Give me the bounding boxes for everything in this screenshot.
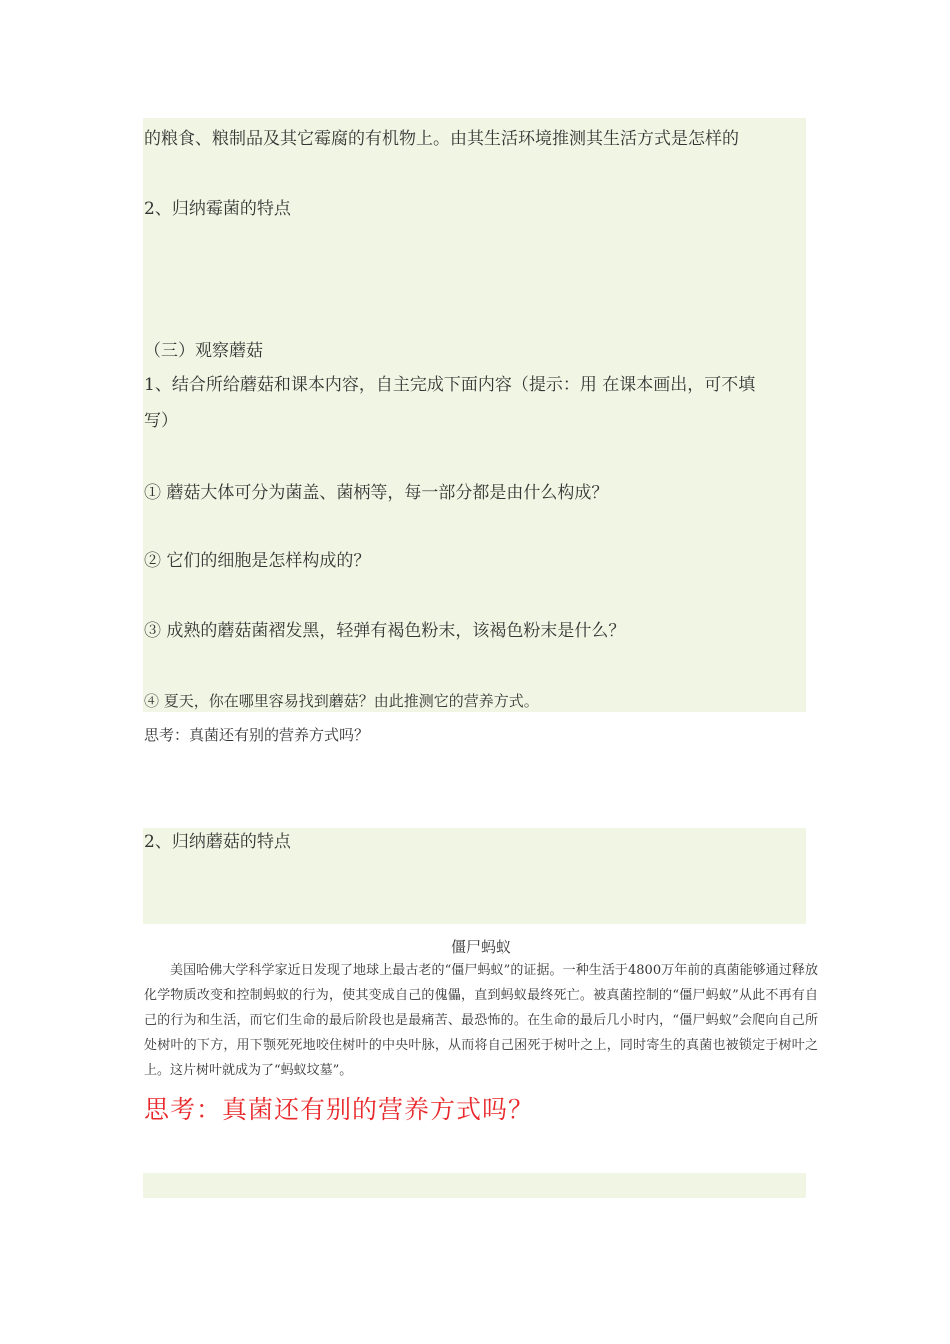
think-question: 思考：真菌还有别的营养方式吗？ xyxy=(144,726,370,744)
story-title: 僵尸蚂蚁 xyxy=(450,938,511,956)
closing-question: 思考：真菌还有别的营养方式吗？ xyxy=(144,1095,535,1124)
mushroom-heading: （三）观察蘑菇 xyxy=(144,341,263,361)
question-1: ① 蘑菇大体可分为菌盖、菌柄等，每一部分都是由什么构成？ xyxy=(144,483,609,503)
highlight-block-bottom xyxy=(143,1173,806,1198)
question-3: ③ 成熟的蘑菇菌褶发黑，轻弹有褐色粉末，该褐色粉末是什么？ xyxy=(144,621,626,641)
mushroom-summary-prompt: 2、归纳蘑菇的特点 xyxy=(144,832,291,852)
mold-summary-prompt: 2、归纳霉菌的特点 xyxy=(144,199,291,219)
story-body: 美国哈佛大学科学家近日发现了地球上最古老的“僵尸蚂蚁”的证据。一种生活于4800万年前的真菌能够通过释放化学物质改变和控制蚂蚁的行为，使其变成自己的傀儡，直到蚂蚁最终死亡。被真菌控制的“僵尸蚂蚁”从此不再有自己的行为和生活，而它们生命的最后阶段也是最痛苦、最恐怖的。在生命的最后几小时内，“僵尸蚂蚁”会爬向自己所处树叶的下方，用下颚死死地咬住树叶的中央叶脉，从而将自己困死于树叶之上，同时寄生的真菌也被锁定于树叶之上。这片树叶就成为了“蚂蚁坟墓”。 xyxy=(144,963,818,1078)
mold-text-continuation: 的粮食、粮制品及其它霉腐的有机物上。由其生活环境推测其生活方式是怎样的 xyxy=(144,129,739,149)
mushroom-task-line1: 1、结合所给蘑菇和课本内容，自主完成下面内容（提示：用 在课本画出，可不填 xyxy=(144,375,756,395)
question-2: ② 它们的细胞是怎样构成的？ xyxy=(144,551,371,571)
mushroom-task-line2: 写） xyxy=(144,411,178,431)
question-4: ④ 夏天，你在哪里容易找到蘑菇？由此推测它的营养方式。 xyxy=(144,692,539,710)
